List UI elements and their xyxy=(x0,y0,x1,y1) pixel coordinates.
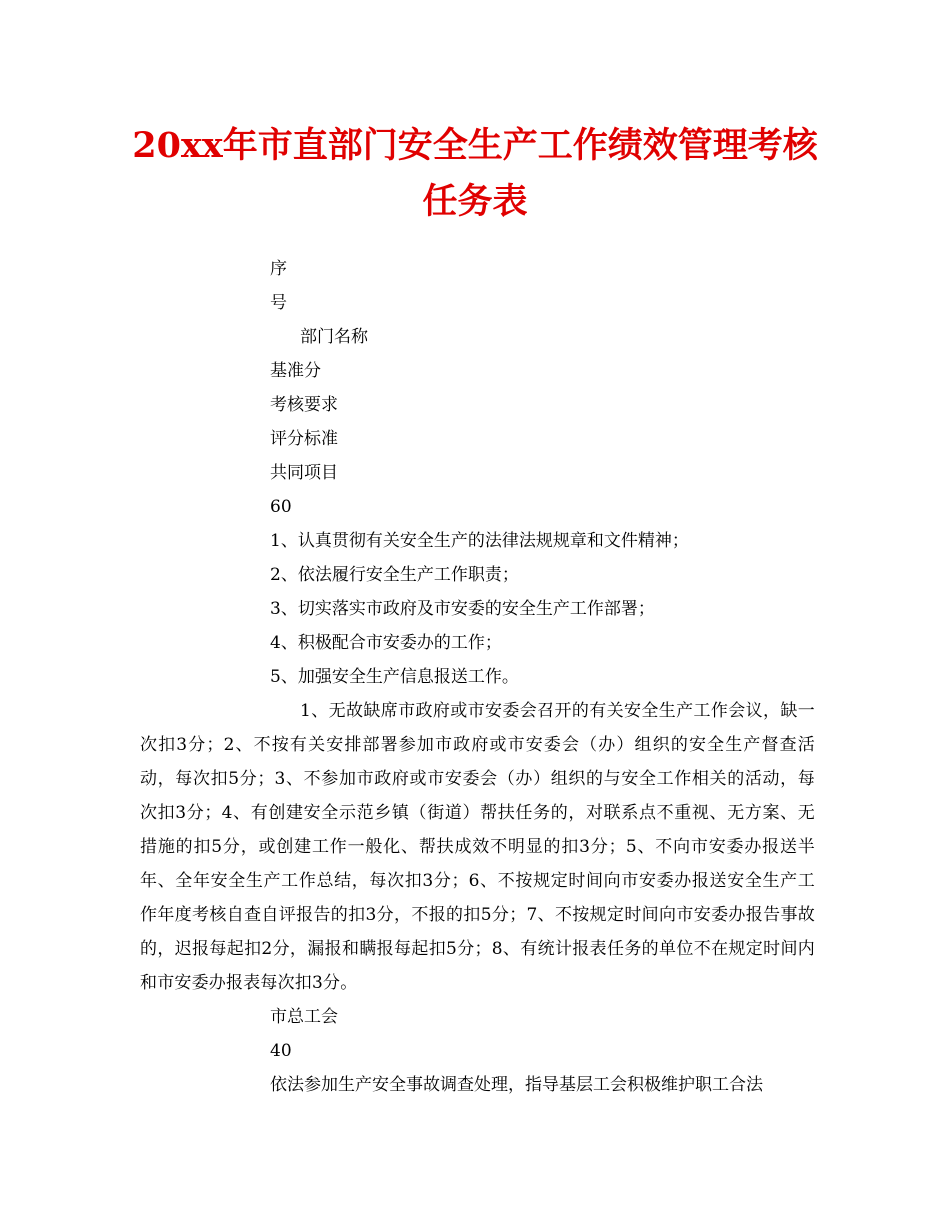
title-line-1: 20xx年市直部门安全生产工作绩效管理考核 xyxy=(132,125,818,166)
requirement-item-2: 2、依法履行安全生产工作职责； xyxy=(270,565,519,585)
dept-requirement: 依法参加生产安全事故调查处理，指导基层工会积极维护职工合法 xyxy=(270,1075,763,1095)
requirement-item-3: 3、切实落实市政府及市安委的安全生产工作部署； xyxy=(270,599,655,619)
dept-name: 市总工会 xyxy=(270,1007,338,1027)
document-title xyxy=(100,118,850,230)
requirement-item-5: 5、加强安全生产信息报送工作。 xyxy=(270,667,519,687)
requirement-item-4: 4、积极配合市安委办的工作； xyxy=(270,633,502,653)
header-seq-2: 号 xyxy=(270,293,287,313)
title-line-2: 任务表 xyxy=(422,181,528,222)
document-body xyxy=(140,252,815,1102)
dept-score: 40 xyxy=(270,1041,292,1061)
requirement-item-1: 1、认真贯彻有关安全生产的法律法规规章和文件精神； xyxy=(270,531,689,551)
common-item-score: 60 xyxy=(270,497,292,517)
header-seq-1: 序 xyxy=(270,259,287,279)
header-requirement: 考核要求 xyxy=(270,395,338,415)
header-criteria: 评分标准 xyxy=(270,429,338,449)
header-base-score: 基准分 xyxy=(270,361,321,381)
criteria-paragraph: 1、无故缺席市政府或市安委会召开的有关安全生产工作会议，缺一次扣3分；2、不按有关安排部署参加市政府或市安委会（办）组织的安全生产督查活动，每次扣5分；3、不参加市政府或市安委会（办）组织的与安全工作相关的活动，每次扣3分；4、有创建安全示范乡镇（街道）帮扶任务的，对联系点不重视、无方案、无措施的扣5分，或创建工作一般化、帮扶成效不明显的扣3分；5、不向市安委办报送半年、全年安全生产工作总结，每次扣3分；6、不按规定时间向市安委办报送安全生产工作年度考核自查自评报告的扣3分，不报的扣5分；7、不按规定时间向市安委办报告事故的，迟报每起扣2分，漏报和瞒报每起扣5分；8、有统计报表任务的单位不在规定时间内和市安委办报表每次扣3分。 xyxy=(140,701,815,993)
common-item-label: 共同项目 xyxy=(270,463,338,483)
header-dept-name: 部门名称 xyxy=(300,327,368,347)
